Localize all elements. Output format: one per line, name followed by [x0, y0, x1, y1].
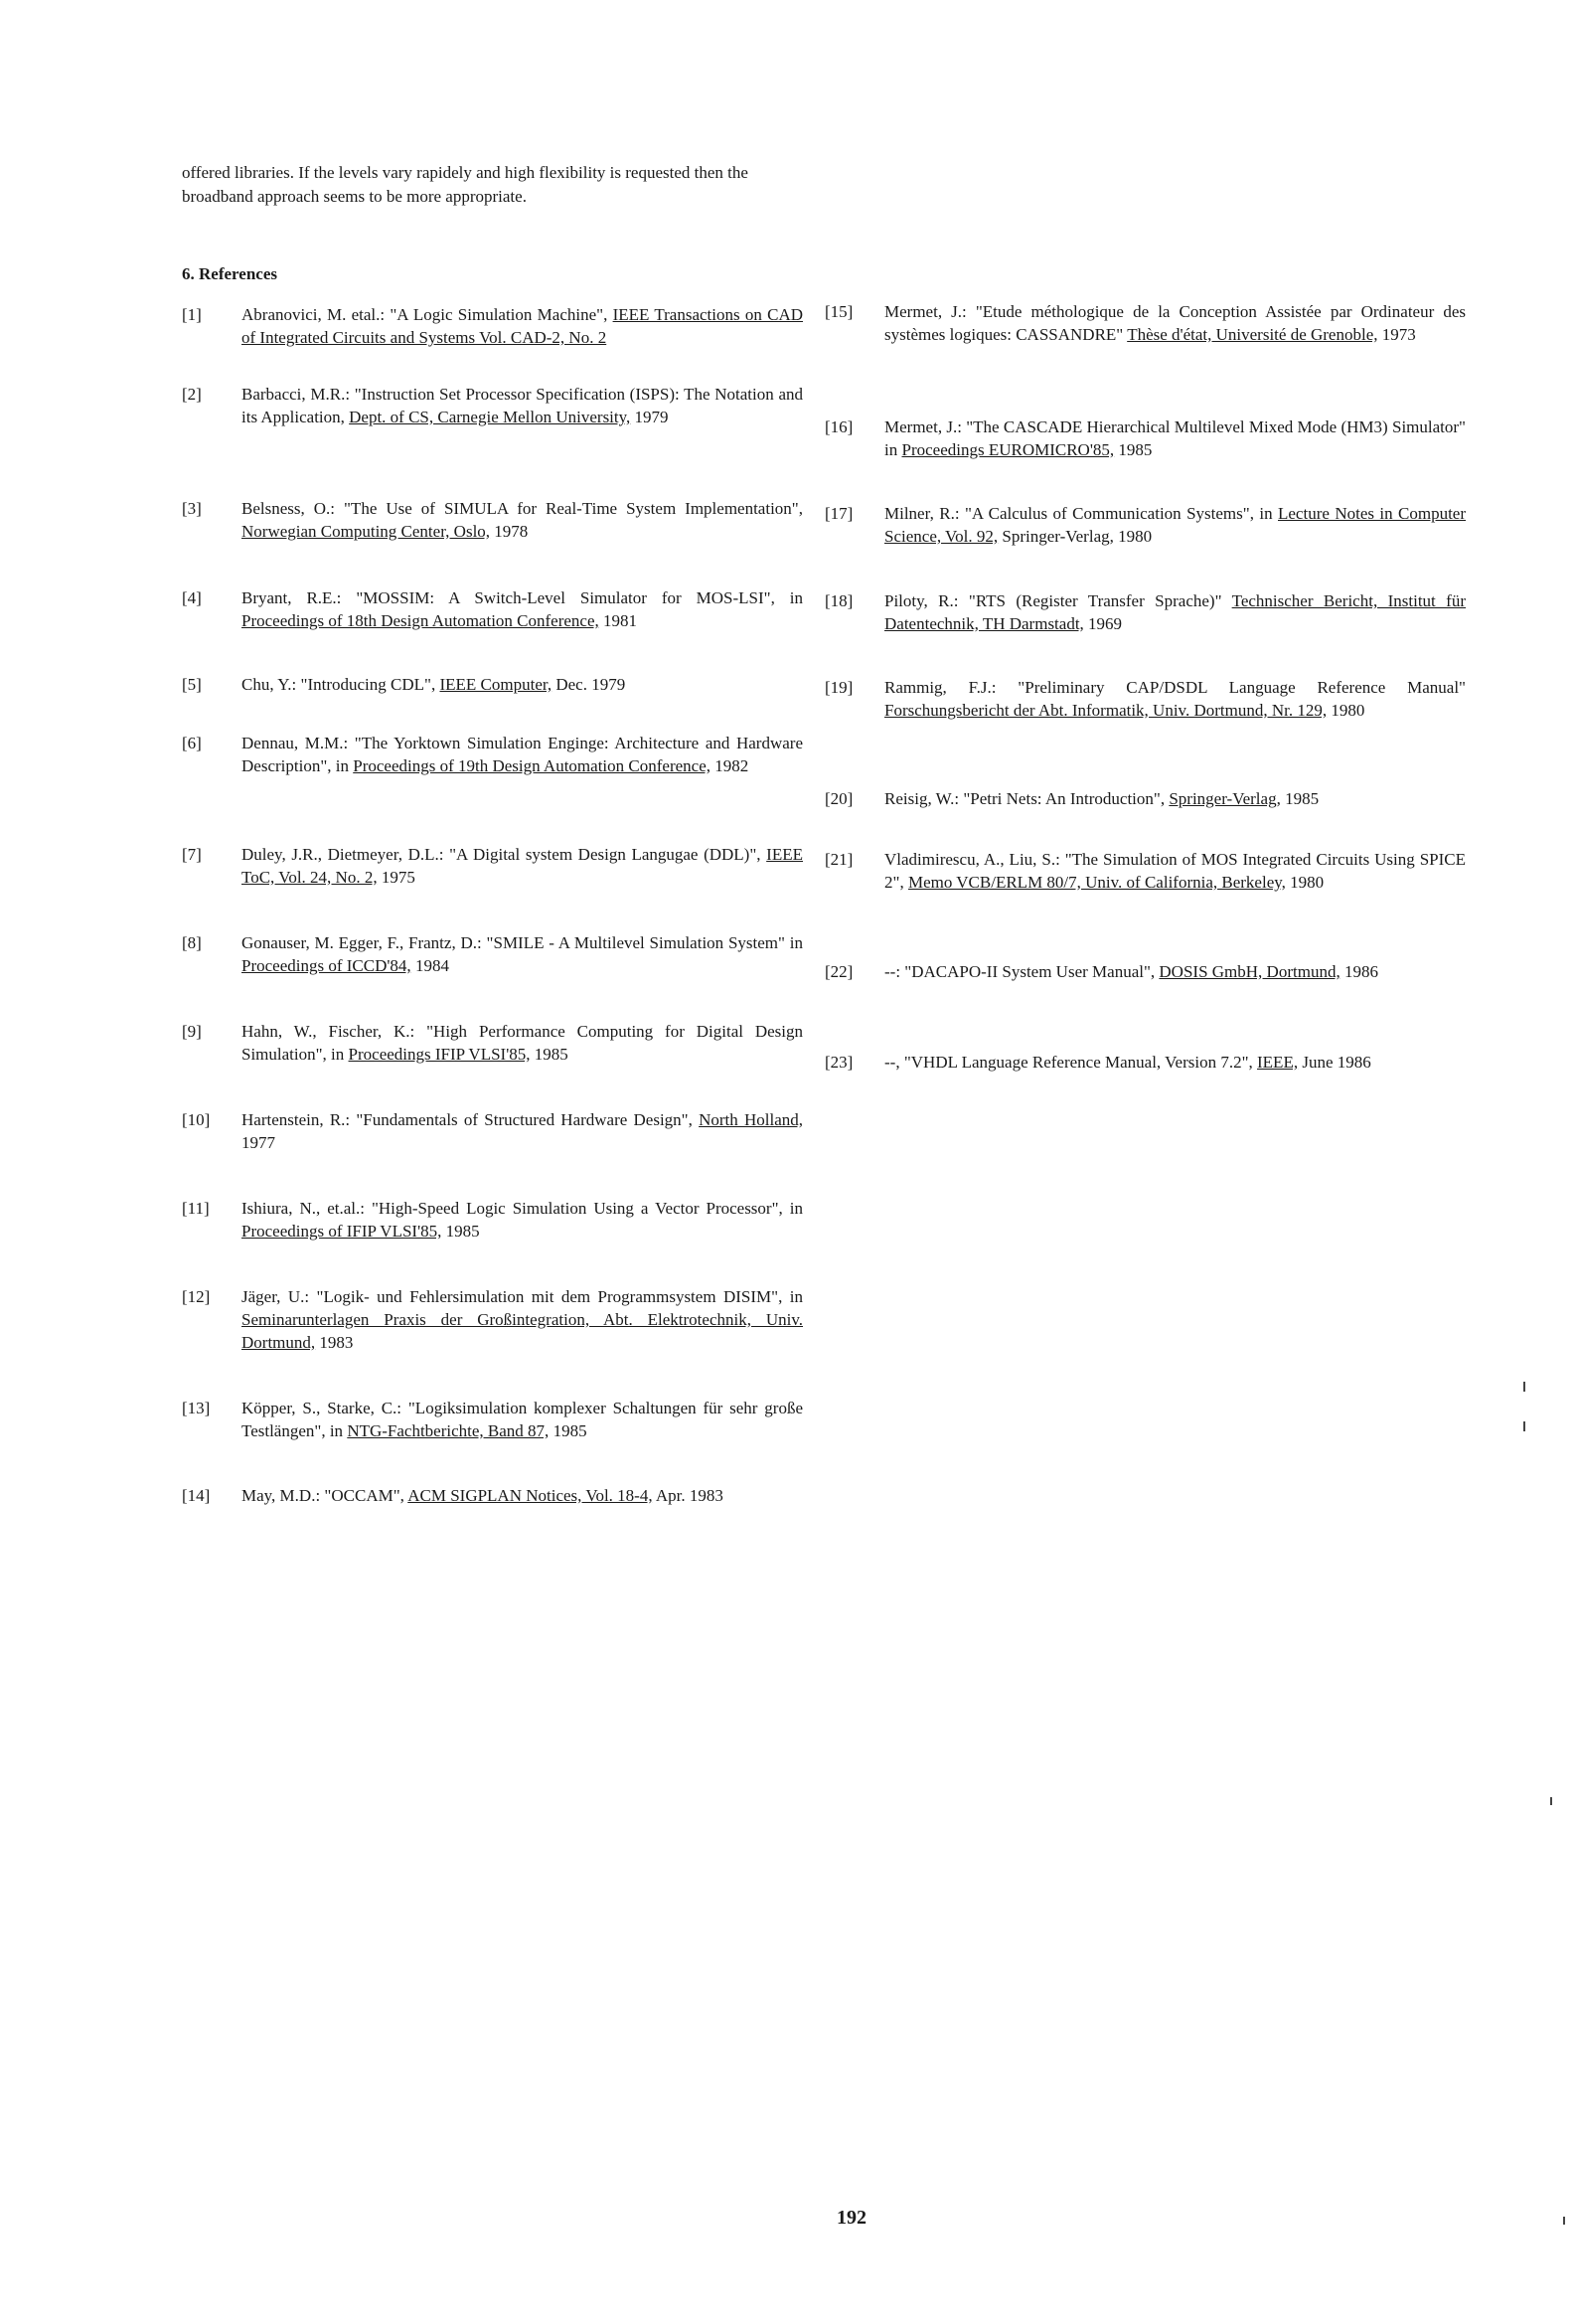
reference-item: [21] Vladimirescu, A., Liu, S.: "The Simulation of MOS Integrated Circuits Using SPICE 2", Memo VCB/ERLM 80/7, Univ. of California, Berkeley, 1980: [825, 850, 1466, 892]
reference-item: [23] --, "VHDL Language Reference Manual, Version 7.2", IEEE, June 1986: [825, 1053, 1371, 1072]
reference-item: [12] Jäger, U.: "Logik- und Fehlersimulation mit dem Programmsystem DISIM", in Seminarunterlagen Praxis der Großintegration, Abt. Elektrotechnik, Univ. Dortmund, 1983: [182, 1287, 803, 1352]
reference-item: [15] Mermet, J.: "Etude méthologique de la Conception Assistée par Ordinateur des systèmes logiques: CASSANDRE" Thèse d'état, Université de Grenoble, 1973: [825, 302, 1466, 344]
reference-item: [7] Duley, J.R., Dietmeyer, D.L.: "A Digital system Design Langugae (DDL)", IEEE ToC, Vol. 24, No. 2, 1975: [182, 845, 803, 887]
reference-item: [5] Chu, Y.: "Introducing CDL", IEEE Computer, Dec. 1979: [182, 675, 626, 694]
reference-item: [10] Hartenstein, R.: "Fundamentals of Structured Hardware Design", North Holland, 1977: [182, 1110, 803, 1152]
reference-item: [14] May, M.D.: "OCCAM", ACM SIGPLAN Notices, Vol. 18-4, Apr. 1983: [182, 1486, 723, 1505]
scan-speck: [1523, 1382, 1525, 1392]
reference-item: [3] Belsness, O.: "The Use of SIMULA for Real-Time System Implementation", Norwegian Computing Center, Oslo, 1978: [182, 499, 803, 541]
reference-item: [8] Gonauser, M. Egger, F., Frantz, D.: "SMILE - A Multilevel Simulation System" in Proceedings of ICCD'84, 1984: [182, 933, 803, 975]
page-number: 192: [837, 2207, 867, 2229]
scan-speck: [1523, 1421, 1525, 1431]
reference-item: [11] Ishiura, N., et.al.: "High-Speed Logic Simulation Using a Vector Processor", in Proceedings of IFIP VLSI'85, 1985: [182, 1199, 803, 1241]
reference-item: [4] Bryant, R.E.: "MOSSIM: A Switch-Level Simulator for MOS-LSI", in Proceedings of 18th Design Automation Conference, 1981: [182, 588, 803, 630]
reference-item: [17] Milner, R.: "A Calculus of Communication Systems", in Lecture Notes in Computer Science, Vol. 92, Springer-Verlag, 1980: [825, 504, 1467, 546]
reference-item: [2] Barbacci, M.R.: "Instruction Set Processor Specification (ISPS): The Notation and its Application, Dept. of CS, Carnegie Mellon University, 1979: [182, 385, 803, 426]
reference-item: [19] Rammig, F.J.: "Preliminary CAP/DSDL Language Reference Manual" Forschungsbericht der Abt. Informatik, Univ. Dortmund, Nr. 129, 1980: [825, 678, 1466, 720]
reference-item: [16] Mermet, J.: "The CASCADE Hierarchical Multilevel Mixed Mode (HM3) Simulator" in Proceedings EUROMICRO'85, 1985: [825, 417, 1466, 459]
reference-item: [18] Piloty, R.: "RTS (Register Transfer Sprache)" Technischer Bericht, Institut für Datentechnik, TH Darmstadt, 1969: [825, 591, 1466, 633]
scan-speck: [1550, 1797, 1552, 1805]
references-heading: 6. References: [182, 264, 277, 283]
intro-paragraph: offered libraries. If the levels vary rapidely and high flexibility is requested then the broadband approach seems to be more appropriate.: [182, 163, 748, 206]
scan-speck: [1563, 2217, 1565, 2225]
reference-item: [9] Hahn, W., Fischer, K.: "High Performance Computing for Digital Design Simulation", in Proceedings IFIP VLSI'85, 1985: [182, 1022, 803, 1064]
reference-item: [1] Abranovici, M. etal.: "A Logic Simulation Machine", IEEE Transactions on CAD of Integrated Circuits and Systems Vol. CAD-2, No. 2: [182, 305, 803, 347]
reference-item: [6] Dennau, M.M.: "The Yorktown Simulation Enginge: Architecture and Hardware Description", in Proceedings of 19th Design Automation Conference, 1982: [182, 734, 803, 775]
reference-item: [20] Reisig, W.: "Petri Nets: An Introduction", Springer-Verlag, 1985: [825, 789, 1320, 808]
reference-item: [13] Köpper, S., Starke, C.: "Logiksimulation komplexer Schaltungen für sehr große Testlängen", in NTG-Fachtberichte, Band 87, 1985: [182, 1399, 803, 1440]
reference-item: [22] --: "DACAPO-II System User Manual", DOSIS GmbH, Dortmund, 1986: [825, 962, 1378, 981]
